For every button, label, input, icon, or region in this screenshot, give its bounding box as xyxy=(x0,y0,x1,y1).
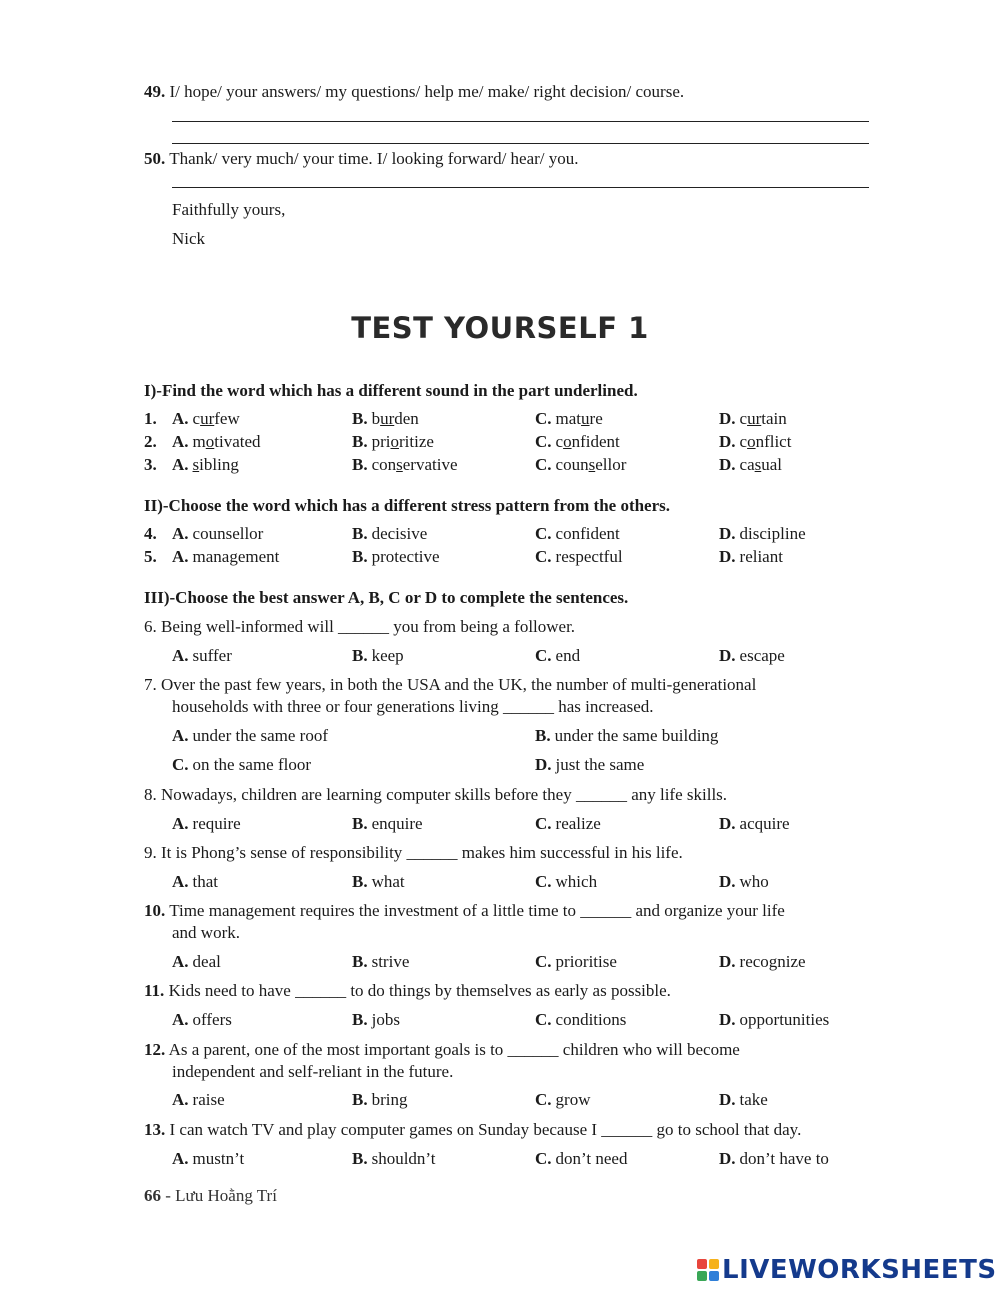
option-text: reliant xyxy=(739,547,783,566)
question-number: 5. xyxy=(144,547,157,566)
underlined-part: s xyxy=(588,455,596,474)
answer-option[interactable] xyxy=(172,1149,244,1169)
option-letter: D. xyxy=(719,646,736,665)
underlined-part: s xyxy=(396,455,403,474)
option-text: conditions xyxy=(555,1010,627,1029)
answer-option[interactable] xyxy=(172,1010,232,1030)
answer-option[interactable] xyxy=(535,726,718,746)
option-letter: A. xyxy=(172,814,189,833)
underlined-part: ur xyxy=(200,409,215,428)
option-letter: C. xyxy=(535,432,552,451)
option-text: deal xyxy=(192,952,221,971)
page-footer: 66 - Lưu Hoằng Trí xyxy=(144,1186,277,1205)
answer-option[interactable] xyxy=(719,646,785,666)
option-text: confident xyxy=(555,524,620,543)
option-letter: C. xyxy=(535,547,552,566)
answer-option[interactable] xyxy=(719,455,782,475)
answer-option[interactable] xyxy=(719,432,791,452)
answer-option[interactable] xyxy=(535,646,580,666)
answer-option[interactable] xyxy=(535,432,620,452)
option-text: acquire xyxy=(739,814,790,833)
page-title: TEST YOURSELF 1 xyxy=(351,311,649,345)
option-text: discipline xyxy=(739,524,806,543)
question-49: 49. I/ hope/ your answers/ my questions/ help me/ make/ right decision/ course. xyxy=(144,82,685,101)
answer-option[interactable] xyxy=(535,872,597,892)
answer-option[interactable] xyxy=(172,455,239,475)
answer-option[interactable] xyxy=(172,952,221,972)
option-text: recognize xyxy=(739,952,806,971)
option-text: nfident xyxy=(571,432,620,451)
option-text: counsellor xyxy=(192,524,264,543)
question-8: 8. Nowadays, children are learning computer skills before they ______ any life skills. xyxy=(144,785,728,804)
question-number: 1. xyxy=(144,409,157,428)
option-text: ca xyxy=(739,455,755,474)
option-letter: B. xyxy=(352,409,368,428)
option-text: require xyxy=(192,814,241,833)
answer-option[interactable] xyxy=(172,726,328,746)
option-text: who xyxy=(739,872,769,891)
option-letter: D. xyxy=(535,755,552,774)
option-text: nflict xyxy=(755,432,792,451)
option-text: tain xyxy=(761,409,787,428)
answer-option[interactable] xyxy=(172,814,241,834)
option-letter: D. xyxy=(719,952,736,971)
letter-closing: Faithfully yours, xyxy=(172,200,286,219)
answer-option[interactable] xyxy=(172,409,240,429)
underlined-part: ur xyxy=(380,409,395,428)
option-text: tivated xyxy=(214,432,261,451)
answer-option[interactable] xyxy=(352,524,427,544)
brand[interactable] xyxy=(697,1255,997,1285)
answer-line[interactable] xyxy=(172,121,869,122)
underlined-part: o xyxy=(390,432,399,451)
question-6: 6. Being well-informed will ______ you from being a follower. xyxy=(144,617,576,636)
liveworksheets-logo-icon xyxy=(697,1259,719,1281)
option-letter: A. xyxy=(172,872,189,891)
question-13: 13. I can watch TV and play computer games on Sunday because I ______ go to school that day. xyxy=(144,1120,802,1139)
answer-option[interactable] xyxy=(352,646,404,666)
option-letter: D. xyxy=(719,814,736,833)
option-text: ellor xyxy=(595,455,627,474)
option-text: just the same xyxy=(555,755,645,774)
option-text: ervative xyxy=(402,455,458,474)
question-12-cont: independent and self-reliant in the future. xyxy=(172,1062,454,1081)
answer-option[interactable] xyxy=(535,755,644,775)
option-text: prioritise xyxy=(555,952,617,971)
option-text: pri xyxy=(371,432,391,451)
option-letter: D. xyxy=(719,1090,736,1109)
answer-line[interactable] xyxy=(172,143,869,144)
option-text: raise xyxy=(192,1090,225,1109)
answer-option[interactable] xyxy=(719,872,769,892)
answer-option[interactable] xyxy=(172,872,218,892)
option-letter: D. xyxy=(719,409,736,428)
option-letter: A. xyxy=(172,952,189,971)
answer-option[interactable] xyxy=(535,814,601,834)
option-letter: D. xyxy=(719,455,736,474)
option-text: don’t need xyxy=(555,1149,628,1168)
answer-option[interactable] xyxy=(352,432,434,452)
option-text: don’t have to xyxy=(739,1149,829,1168)
answer-option[interactable] xyxy=(719,1010,829,1030)
question-number: 3. xyxy=(144,455,157,474)
option-text: shouldn’t xyxy=(371,1149,436,1168)
answer-option[interactable] xyxy=(172,524,263,544)
answer-option[interactable] xyxy=(352,1149,436,1169)
option-letter: B. xyxy=(352,1149,368,1168)
question-7-cont: households with three or four generations living ______ has increased. xyxy=(172,697,654,716)
option-text: management xyxy=(192,547,280,566)
option-text: keep xyxy=(371,646,404,665)
answer-line[interactable] xyxy=(172,187,869,188)
answer-option[interactable] xyxy=(535,524,620,544)
option-letter: C. xyxy=(535,524,552,543)
option-letter: B. xyxy=(352,872,368,891)
question-50: 50. Thank/ very much/ your time. I/ looking forward/ hear/ you. xyxy=(144,149,579,168)
option-text: c xyxy=(555,432,564,451)
option-letter: D. xyxy=(719,1010,736,1029)
option-text: con xyxy=(371,455,397,474)
answer-option[interactable] xyxy=(535,409,603,429)
answer-option[interactable] xyxy=(719,1149,829,1169)
answer-option[interactable] xyxy=(172,1090,225,1110)
option-letter: C. xyxy=(535,409,552,428)
option-letter: A. xyxy=(172,547,189,566)
answer-option[interactable] xyxy=(172,547,279,567)
option-letter: B. xyxy=(352,455,368,474)
option-text: b xyxy=(371,409,381,428)
section-heading: I)-Find the word which has a different sound in the part underlined. xyxy=(144,381,638,400)
option-text: take xyxy=(739,1090,768,1109)
answer-option[interactable] xyxy=(352,952,409,972)
underlined-part: o xyxy=(563,432,572,451)
option-text: end xyxy=(555,646,581,665)
option-text: realize xyxy=(555,814,601,833)
option-text: c xyxy=(739,409,748,428)
question-12: 12. As a parent, one of the most important goals is to ______ children who will become xyxy=(144,1040,740,1059)
option-letter: A. xyxy=(172,1149,189,1168)
option-text: escape xyxy=(739,646,785,665)
option-letter: A. xyxy=(172,1010,189,1029)
option-letter: D. xyxy=(719,872,736,891)
option-letter: A. xyxy=(172,432,189,451)
answer-option[interactable] xyxy=(172,432,261,452)
option-text: suffer xyxy=(192,646,232,665)
option-letter: B. xyxy=(352,524,368,543)
answer-option[interactable] xyxy=(535,1090,590,1110)
option-text: few xyxy=(214,409,240,428)
answer-option[interactable] xyxy=(719,547,783,567)
answer-option[interactable] xyxy=(535,455,626,475)
answer-option[interactable] xyxy=(719,1090,768,1110)
option-text: that xyxy=(192,872,219,891)
question-10: 10. Time management requires the investment of a little time to ______ and organize your life xyxy=(144,901,785,920)
option-letter: B. xyxy=(352,952,368,971)
option-letter: C. xyxy=(535,952,552,971)
option-text: c xyxy=(739,432,748,451)
letter-signature: Nick xyxy=(172,229,206,248)
option-letter: C. xyxy=(535,646,552,665)
question-7: 7. Over the past few years, in both the USA and the UK, the number of multi-generational xyxy=(144,675,757,694)
answer-option[interactable] xyxy=(352,409,419,429)
option-text: m xyxy=(192,432,206,451)
answer-option[interactable] xyxy=(352,1010,400,1030)
option-text: ritize xyxy=(398,432,434,451)
option-text: decisive xyxy=(371,524,428,543)
option-text: bring xyxy=(371,1090,408,1109)
answer-option[interactable] xyxy=(719,952,806,972)
question-number: 4. xyxy=(144,524,157,543)
option-letter: B. xyxy=(352,646,368,665)
underlined-part: s xyxy=(192,455,200,474)
answer-option[interactable] xyxy=(352,1090,407,1110)
option-letter: D. xyxy=(719,524,736,543)
option-letter: B. xyxy=(352,1090,368,1109)
option-letter: B. xyxy=(535,726,551,745)
option-text: strive xyxy=(371,952,410,971)
answer-option[interactable] xyxy=(535,547,623,567)
question-10-cont: and work. xyxy=(172,923,240,942)
option-letter: D. xyxy=(719,1149,736,1168)
section-heading: II)-Choose the word which has a different stress pattern from the others. xyxy=(144,496,671,515)
option-text: which xyxy=(555,872,598,891)
option-letter: B. xyxy=(352,547,368,566)
option-letter: B. xyxy=(352,432,368,451)
option-text: under the same building xyxy=(554,726,719,745)
option-letter: A. xyxy=(172,409,189,428)
underlined-part: s xyxy=(754,455,762,474)
option-text: mat xyxy=(555,409,582,428)
option-letter: C. xyxy=(535,814,552,833)
underlined-part: ur xyxy=(747,409,762,428)
option-letter: C. xyxy=(535,872,552,891)
answer-option[interactable] xyxy=(535,1149,627,1169)
option-text: ual xyxy=(761,455,783,474)
option-letter: C. xyxy=(535,1149,552,1168)
option-text: jobs xyxy=(371,1010,400,1029)
option-text: coun xyxy=(555,455,589,474)
option-letter: C. xyxy=(535,455,552,474)
answer-option[interactable] xyxy=(352,814,423,834)
option-letter: A. xyxy=(172,646,189,665)
option-letter: A. xyxy=(172,524,189,543)
option-text: grow xyxy=(555,1090,591,1109)
brand-name: LIVEWORKSHEETS xyxy=(722,1255,997,1285)
option-text: den xyxy=(394,409,419,428)
option-letter: A. xyxy=(172,726,189,745)
option-text: opportunities xyxy=(739,1010,830,1029)
option-letter: B. xyxy=(352,1010,368,1029)
answer-option[interactable] xyxy=(352,455,458,475)
option-text: what xyxy=(371,872,405,891)
option-text: protective xyxy=(371,547,440,566)
answer-option[interactable] xyxy=(719,524,806,544)
option-text: c xyxy=(192,409,201,428)
option-text: respectful xyxy=(555,547,623,566)
answer-option[interactable] xyxy=(535,1010,626,1030)
answer-option[interactable] xyxy=(352,872,405,892)
option-letter: A. xyxy=(172,1090,189,1109)
answer-option[interactable] xyxy=(172,755,311,775)
option-letter: B. xyxy=(352,814,368,833)
underlined-part: o xyxy=(205,432,215,451)
option-letter: D. xyxy=(719,432,736,451)
option-letter: D. xyxy=(719,547,736,566)
answer-option[interactable] xyxy=(719,409,787,429)
answer-option[interactable] xyxy=(535,952,617,972)
answer-option[interactable] xyxy=(172,646,232,666)
question-11: 11. Kids need to have ______ to do things by themselves as early as possible. xyxy=(144,981,671,1000)
option-letter: C. xyxy=(535,1090,552,1109)
option-text: ibling xyxy=(199,455,239,474)
option-text: re xyxy=(589,409,603,428)
option-text: under the same roof xyxy=(192,726,329,745)
option-letter: A. xyxy=(172,455,189,474)
option-text: mustn’t xyxy=(192,1149,245,1168)
option-letter: C. xyxy=(172,755,189,774)
answer-option[interactable] xyxy=(719,814,790,834)
option-text: enquire xyxy=(371,814,423,833)
section-heading: III)-Choose the best answer A, B, C or D to complete the sentences. xyxy=(144,588,629,607)
question-9: 9. It is Phong’s sense of responsibility ______ makes him successful in his life. xyxy=(144,843,683,862)
option-text: on the same floor xyxy=(192,755,312,774)
answer-option[interactable] xyxy=(352,547,440,567)
option-letter: C. xyxy=(535,1010,552,1029)
underlined-part: u xyxy=(581,409,590,428)
option-text: offers xyxy=(192,1010,232,1029)
underlined-part: o xyxy=(747,432,756,451)
question-number: 2. xyxy=(144,432,157,451)
